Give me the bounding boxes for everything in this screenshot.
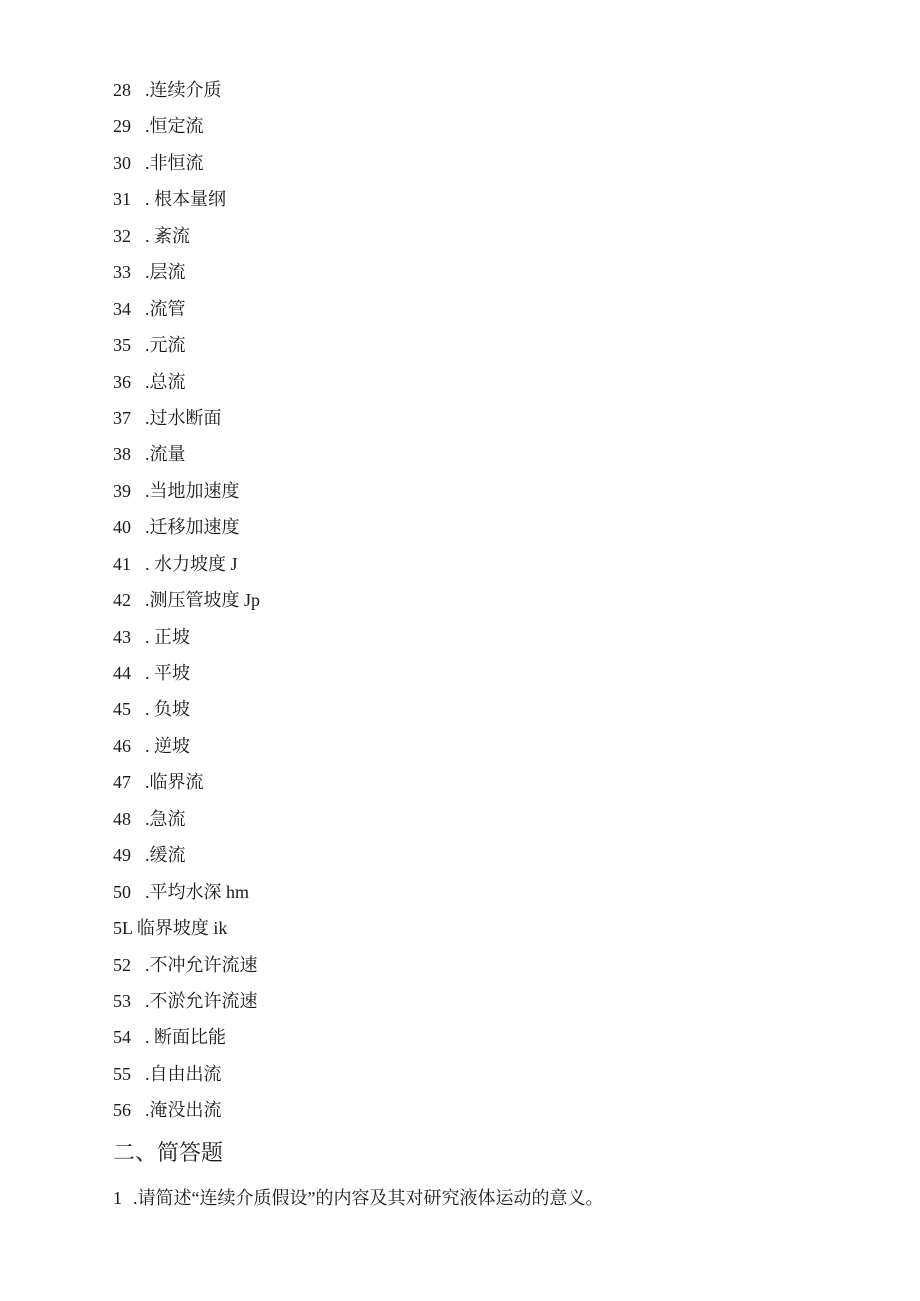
- term-item: [113, 331, 260, 367]
- term-number: 33: [113, 262, 131, 283]
- term-text: .缓流: [145, 845, 186, 866]
- section-heading: 二、简答题: [113, 1140, 224, 1165]
- term-text: .恒定流: [145, 116, 204, 137]
- term-text: . 根本量纲: [145, 189, 226, 210]
- term-number: 45: [113, 699, 131, 720]
- term-text: .临界流: [145, 772, 204, 793]
- term-text: . 负坡: [145, 699, 190, 720]
- term-item: [113, 878, 260, 914]
- term-number: 29: [113, 116, 131, 137]
- term-text: .层流: [145, 262, 186, 283]
- term-text: .迁移加速度: [145, 517, 240, 538]
- term-text: .元流: [145, 335, 186, 356]
- term-text: .不淤允许流速: [145, 990, 258, 1011]
- term-number: 48: [113, 808, 131, 829]
- term-text: .非恒流: [145, 152, 204, 173]
- term-item: [113, 732, 260, 768]
- term-number: 47: [113, 772, 131, 793]
- term-text: .测压管坡度 Jp: [145, 590, 261, 611]
- term-text: . 正坡: [145, 626, 190, 647]
- term-number: 54: [113, 1027, 131, 1048]
- term-number: 41: [113, 553, 131, 574]
- term-text: .平均水深 hm: [145, 881, 250, 902]
- term-text: .过水断面: [145, 407, 222, 428]
- term-item: [113, 295, 260, 331]
- term-item: [113, 841, 260, 877]
- term-item: [113, 185, 260, 221]
- term-number: 28: [113, 80, 131, 100]
- term-item: [113, 1096, 260, 1132]
- term-item: [113, 112, 260, 148]
- term-item: [113, 477, 260, 513]
- term-text: .流管: [145, 298, 186, 319]
- question-text: .请简述“连续介质假设”的内容及其对研究液体运动的意义。: [133, 1188, 604, 1208]
- term-text: . 水力坡度 J: [145, 553, 238, 574]
- term-item: [113, 768, 260, 804]
- term-text: . 紊流: [145, 225, 190, 246]
- term-text: . 断面比能: [145, 1027, 226, 1048]
- term-number: 37: [113, 407, 131, 428]
- question-item: [113, 1184, 603, 1212]
- term-text: .不冲允许流速: [145, 954, 258, 975]
- term-number: 38: [113, 444, 131, 465]
- term-item: [113, 586, 260, 622]
- term-number: 56: [113, 1100, 131, 1121]
- term-number: 42: [113, 590, 131, 611]
- term-item: [113, 987, 260, 1023]
- term-number: 32: [113, 225, 131, 246]
- term-item: [113, 951, 260, 987]
- term-number: 52: [113, 954, 131, 975]
- term-item: [113, 149, 260, 185]
- term-text: .自由出流: [145, 1063, 222, 1084]
- term-item: [113, 440, 260, 476]
- term-item: [113, 623, 260, 659]
- term-item: [113, 659, 260, 695]
- term-number: 46: [113, 735, 131, 756]
- term-text: .流量: [145, 444, 186, 465]
- term-item: [113, 368, 260, 404]
- term-item: [113, 550, 260, 586]
- term-number: 49: [113, 845, 131, 866]
- term-number: 36: [113, 371, 131, 392]
- term-text: 5L 临界坡度 ik: [113, 918, 228, 939]
- term-text: .淹没出流: [145, 1100, 222, 1121]
- term-number: 43: [113, 626, 131, 647]
- term-number: 44: [113, 663, 131, 683]
- term-number: 50: [113, 881, 131, 902]
- term-item: [113, 914, 260, 950]
- term-item: [113, 513, 260, 549]
- term-text: .总流: [145, 371, 186, 392]
- term-item: [113, 222, 260, 258]
- term-list: [113, 76, 260, 1133]
- question-number: 1: [113, 1188, 122, 1208]
- term-item: [113, 805, 260, 841]
- term-item: [113, 695, 260, 731]
- term-text: . 平坡: [145, 663, 190, 683]
- term-number: 30: [113, 152, 131, 173]
- term-number: 40: [113, 517, 131, 538]
- term-item: [113, 1023, 260, 1059]
- term-item: [113, 76, 260, 112]
- term-item: [113, 1060, 260, 1096]
- term-number: 39: [113, 480, 131, 501]
- term-number: 53: [113, 990, 131, 1011]
- term-number: 31: [113, 189, 131, 210]
- term-number: 55: [113, 1063, 131, 1084]
- term-text: .连续介质: [145, 80, 222, 100]
- term-number: 35: [113, 335, 131, 356]
- term-item: [113, 258, 260, 294]
- term-text: .急流: [145, 808, 186, 829]
- term-number: 34: [113, 298, 131, 319]
- term-item: [113, 404, 260, 440]
- term-text: . 逆坡: [145, 735, 190, 756]
- term-text: .当地加速度: [145, 480, 240, 501]
